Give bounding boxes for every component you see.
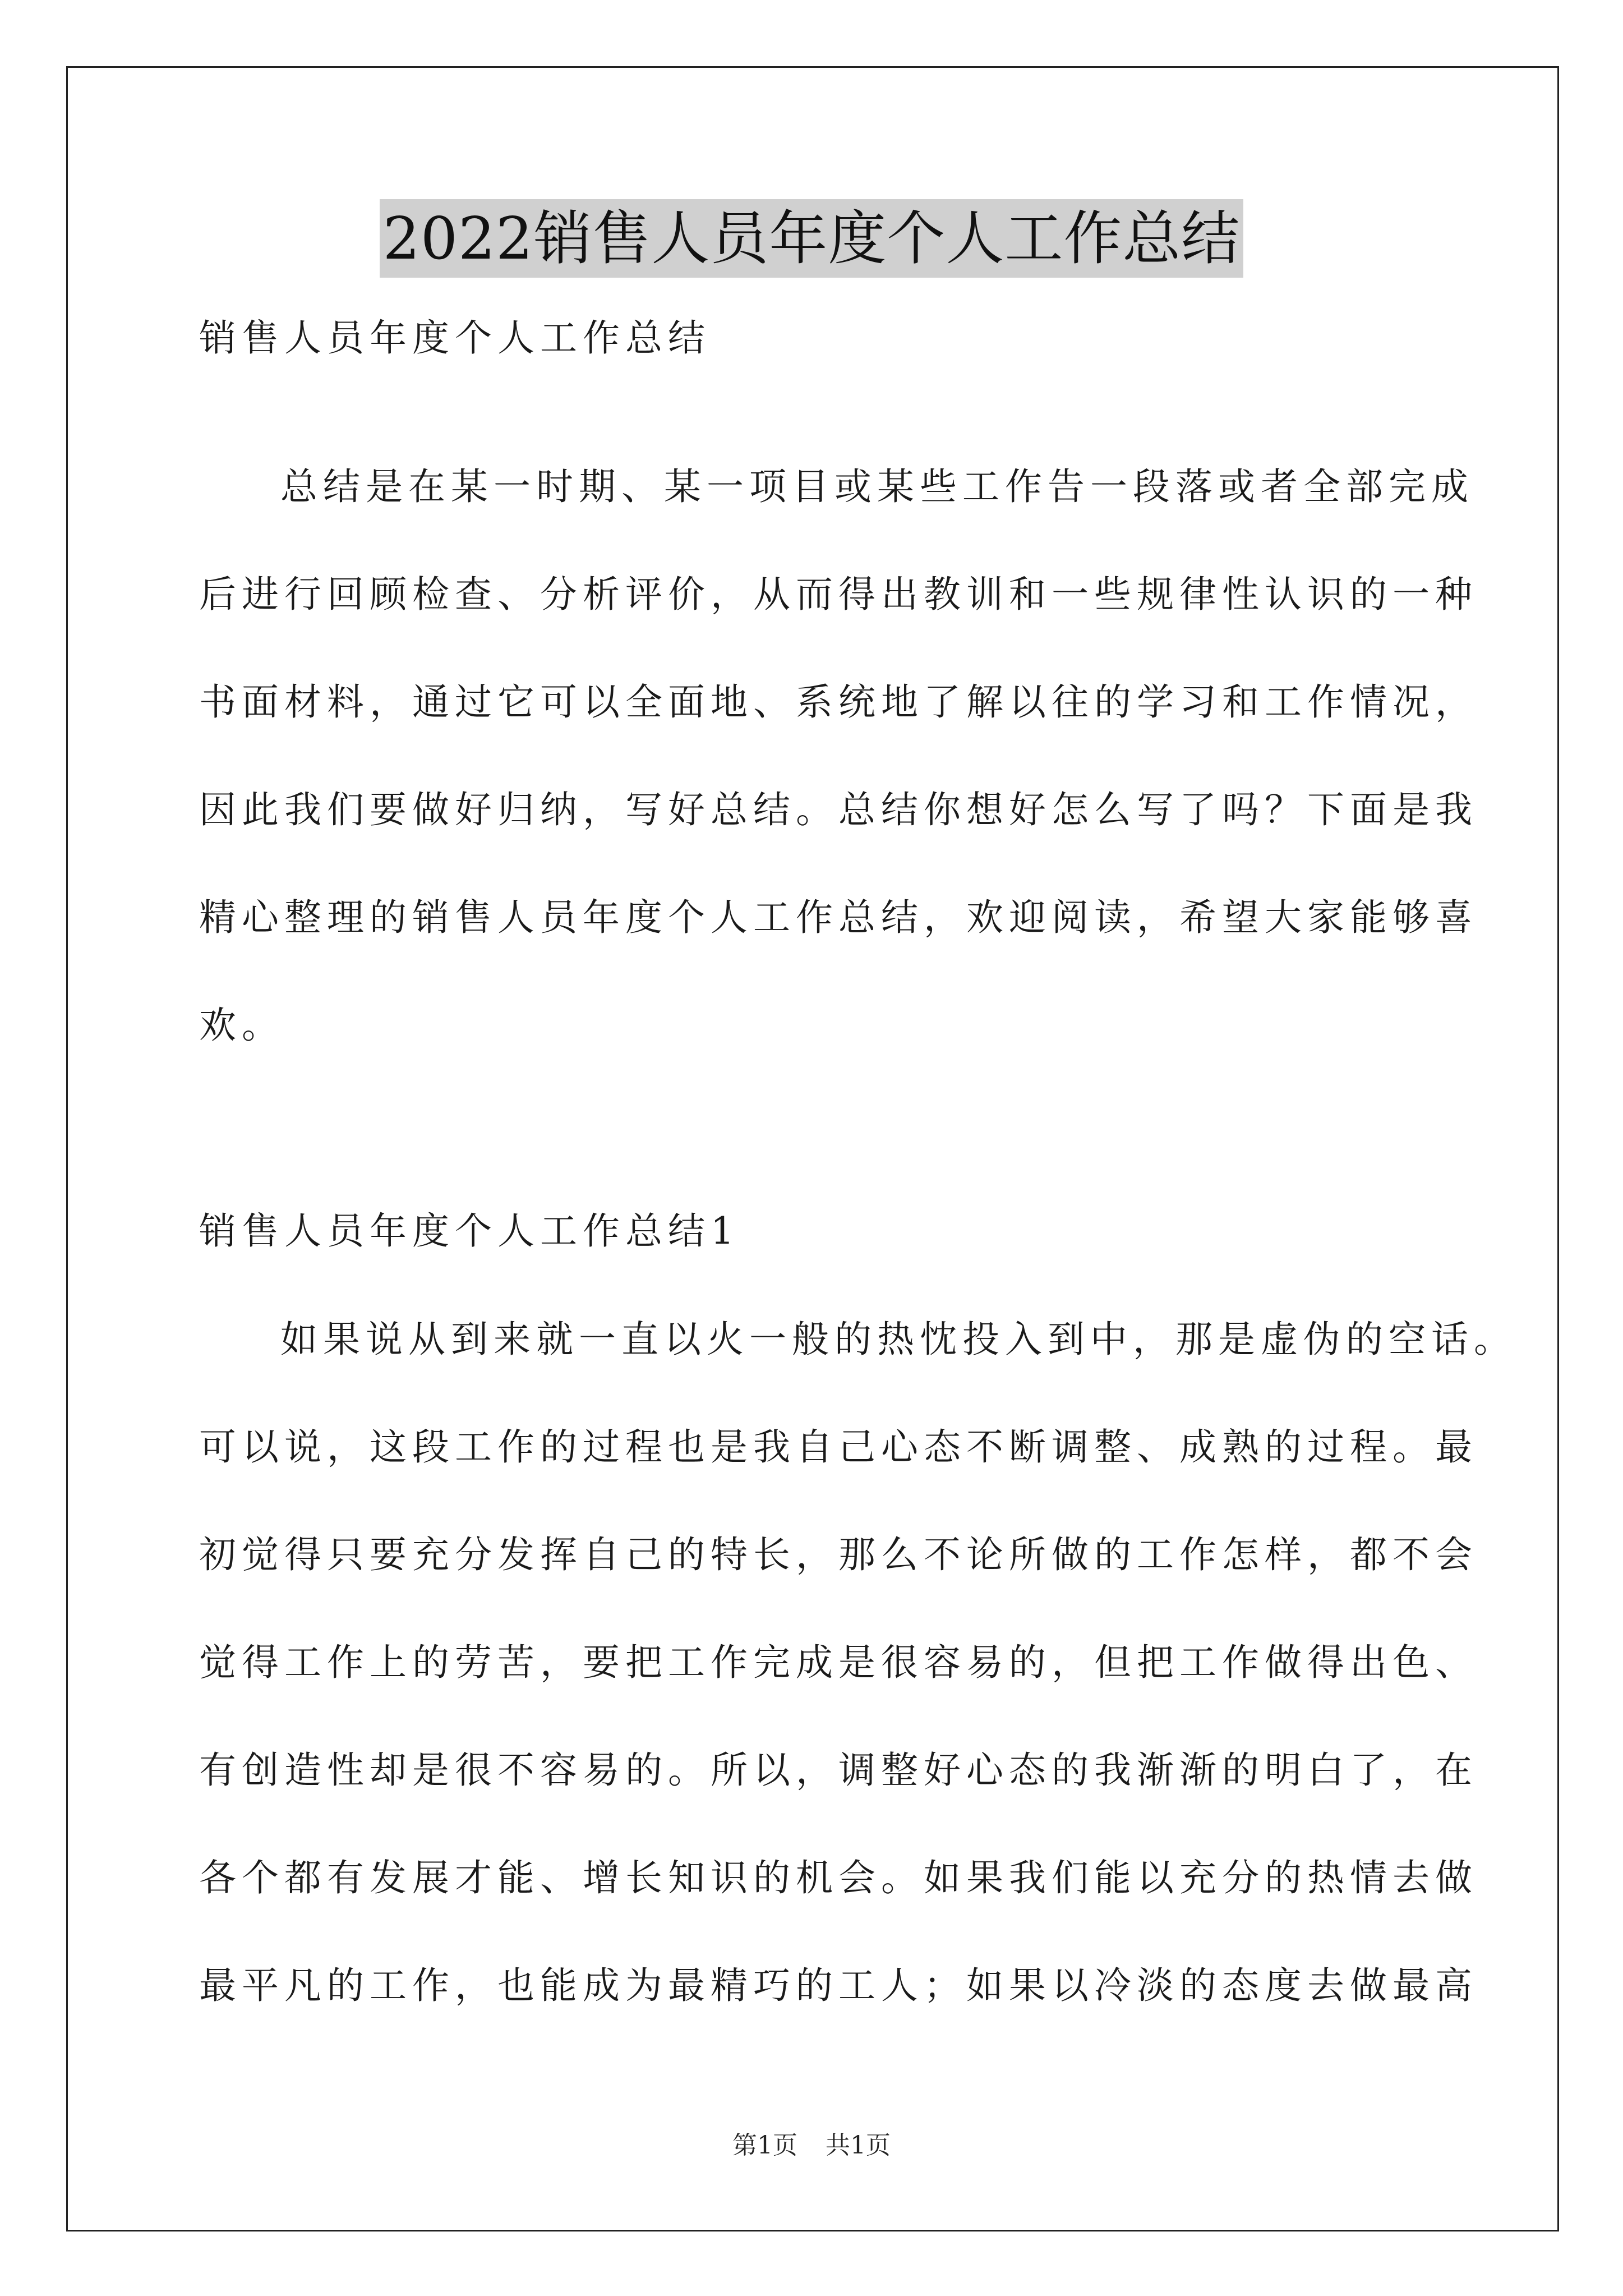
body-line: 书面材料，通过它可以全面地、系统地了解以往的学习和工作情况， (199, 680, 1478, 724)
body-line: 最平凡的工作，也能成为最精巧的工人；如果以冷淡的态度去做最高 (199, 1964, 1478, 2007)
page-footer (0, 2130, 1623, 2161)
body-line: 如果说从到来就一直以火一般的热忱投入到中，那是虚伪的空话。 (280, 1318, 1516, 1361)
body-line: 各个都有发展才能、增长知识的机会。如果我们能以充分的热情去做 (199, 1856, 1478, 1899)
body-line: 觉得工作上的劳苦，要把工作完成是很容易的，但把工作做得出色、 (199, 1641, 1478, 1684)
page-total: 共1页 (826, 2131, 891, 2160)
body-line: 精心整理的销售人员年度个人工作总结，欢迎阅读，希望大家能够喜 (199, 896, 1478, 939)
body-line: 总结是在某一时期、某一项目或某些工作告一段落或者全部完成 (280, 465, 1474, 508)
body-line: 后进行回顾检查、分析评价，从而得出教训和一些规律性认识的一种 (199, 573, 1478, 616)
body-line: 可以说，这段工作的过程也是我自己心态不断调整、成熟的过程。最 (199, 1425, 1478, 1469)
page-border (66, 66, 1559, 2231)
body-line: 初觉得只要充分发挥自己的特长，那么不论所做的工作怎样，都不会 (199, 1533, 1478, 1576)
body-line: 欢。 (199, 1004, 284, 1047)
body-line: 因此我们要做好归纳，写好总结。总结你想好怎么写了吗？下面是我 (199, 788, 1478, 831)
title-container (0, 199, 1623, 278)
body-line: 有创造性却是很不容易的。所以，调整好心态的我渐渐的明白了，在 (199, 1749, 1478, 1792)
document-title: 2022销售人员年度个人工作总结 (380, 199, 1244, 278)
section-heading-1: 销售人员年度个人工作总结1 (199, 1209, 740, 1253)
section-heading-intro: 销售人员年度个人工作总结 (199, 316, 711, 360)
page-number: 第1页 (732, 2131, 797, 2160)
